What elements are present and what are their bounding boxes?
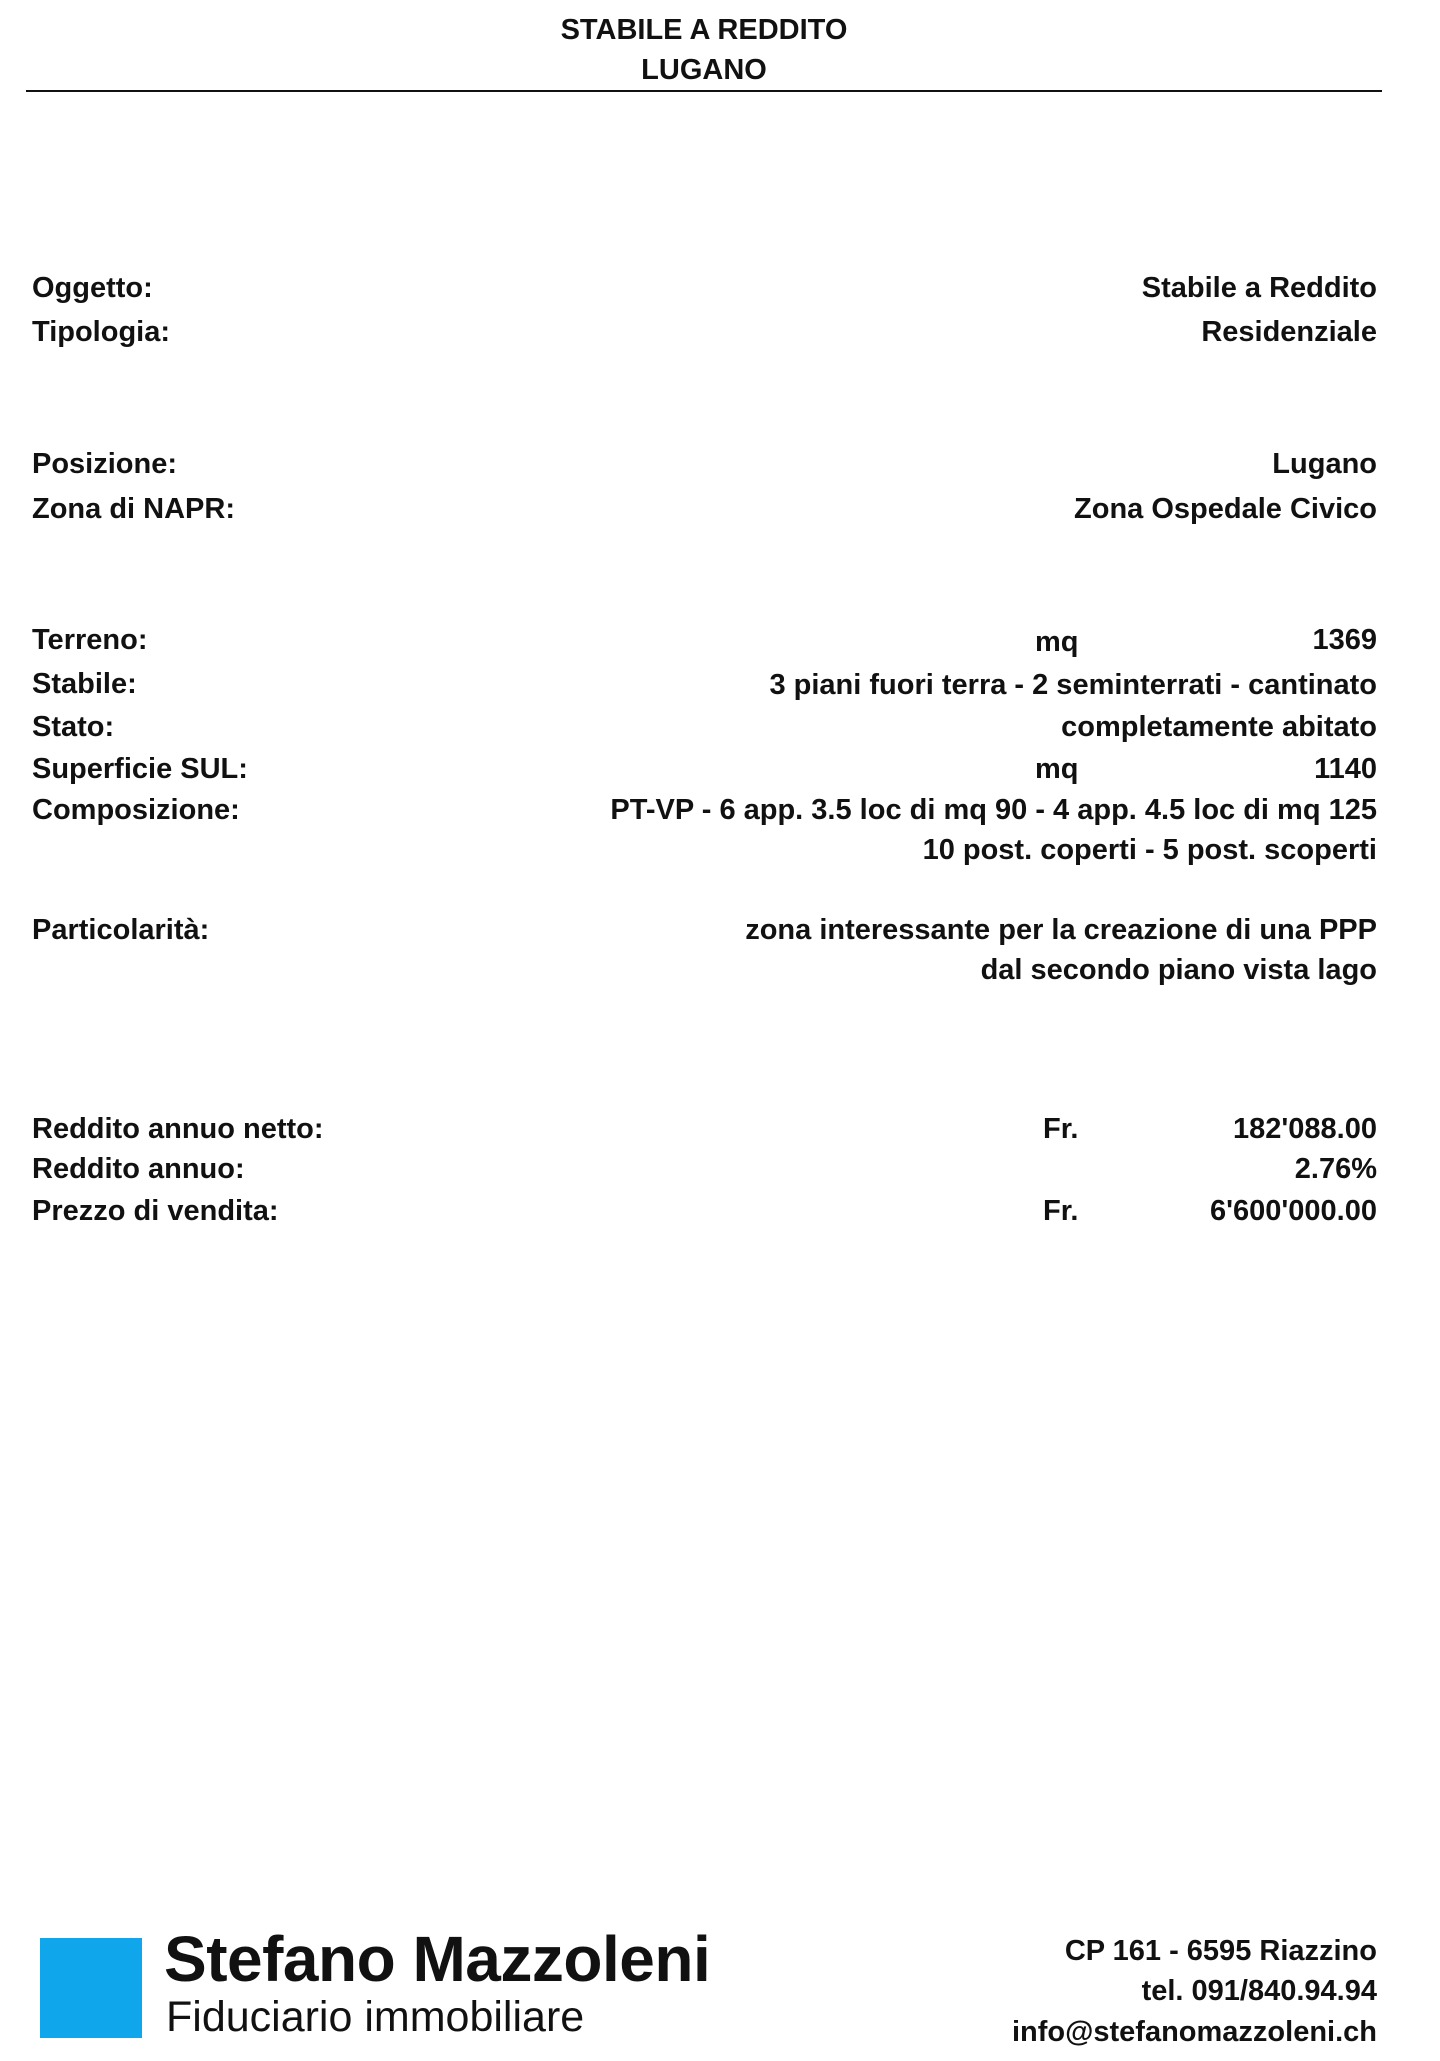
document-title: STABILE A REDDITO bbox=[560, 14, 848, 46]
reddito-netto-unit: Fr. bbox=[1043, 1113, 1079, 1145]
contact-address: CP 161 - 6595 Riazzino bbox=[1064, 1935, 1377, 1967]
tipologia-value: Residenziale bbox=[1201, 316, 1377, 348]
posizione-label: Posizione: bbox=[32, 448, 178, 480]
oggetto-value: Stabile a Reddito bbox=[1141, 272, 1377, 304]
stabile-label: Stabile: bbox=[32, 668, 137, 700]
document-header bbox=[26, 10, 1382, 90]
stato-value: completamente abitato bbox=[1061, 711, 1377, 743]
superficie-value: 1140 bbox=[1314, 753, 1377, 785]
particolarita-line2: dal secondo piano vista lago bbox=[980, 954, 1377, 986]
reddito-netto-label: Reddito annuo netto: bbox=[32, 1113, 324, 1145]
prezzo-unit: Fr. bbox=[1043, 1195, 1079, 1227]
prezzo-value: 6'600'000.00 bbox=[1209, 1195, 1377, 1227]
composizione-line1: PT-VP - 6 app. 3.5 loc di mq 90 - 4 app. 4.5 loc di mq 125 bbox=[610, 794, 1377, 826]
superficie-unit: mq bbox=[1035, 753, 1079, 785]
header-divider bbox=[26, 90, 1382, 92]
tipologia-label: Tipologia: bbox=[32, 316, 171, 348]
zona-value: Zona Ospedale Civico bbox=[1074, 493, 1377, 525]
terreno-value: 1369 bbox=[1312, 624, 1377, 656]
prezzo-label: Prezzo di vendita: bbox=[32, 1195, 279, 1227]
stabile-value: 3 piani fuori terra - 2 seminterrati - cantinato bbox=[769, 669, 1377, 701]
posizione-value: Lugano bbox=[1272, 448, 1377, 480]
oggetto-label: Oggetto: bbox=[32, 272, 153, 304]
document-subtitle: LUGANO bbox=[641, 54, 767, 86]
superficie-label: Superficie SUL: bbox=[32, 753, 248, 785]
company-name: Stefano Mazzoleni bbox=[164, 1923, 711, 1995]
terreno-unit: mq bbox=[1035, 626, 1079, 658]
terreno-label: Terreno: bbox=[32, 624, 148, 656]
company-subtitle: Fiduciario immobiliare bbox=[166, 1993, 585, 2041]
stato-label: Stato: bbox=[32, 711, 115, 743]
particolarita-line1: zona interessante per la creazione di una PPP bbox=[745, 914, 1377, 946]
composizione-line2: 10 post. coperti - 5 post. scoperti bbox=[922, 834, 1377, 866]
reddito-annuo-label: Reddito annuo: bbox=[32, 1153, 245, 1185]
contact-phone: tel. 091/840.94.94 bbox=[1141, 1975, 1377, 2007]
reddito-annuo-value: 2.76% bbox=[1294, 1153, 1377, 1185]
brand-logo-square bbox=[40, 1938, 142, 2038]
zona-label: Zona di NAPR: bbox=[32, 493, 235, 525]
composizione-label: Composizione: bbox=[32, 794, 240, 826]
contact-email[interactable]: info@stefanomazzoleni.ch bbox=[1011, 2016, 1377, 2048]
reddito-netto-value: 182'088.00 bbox=[1233, 1113, 1377, 1145]
particolarita-label: Particolarità: bbox=[32, 914, 210, 946]
